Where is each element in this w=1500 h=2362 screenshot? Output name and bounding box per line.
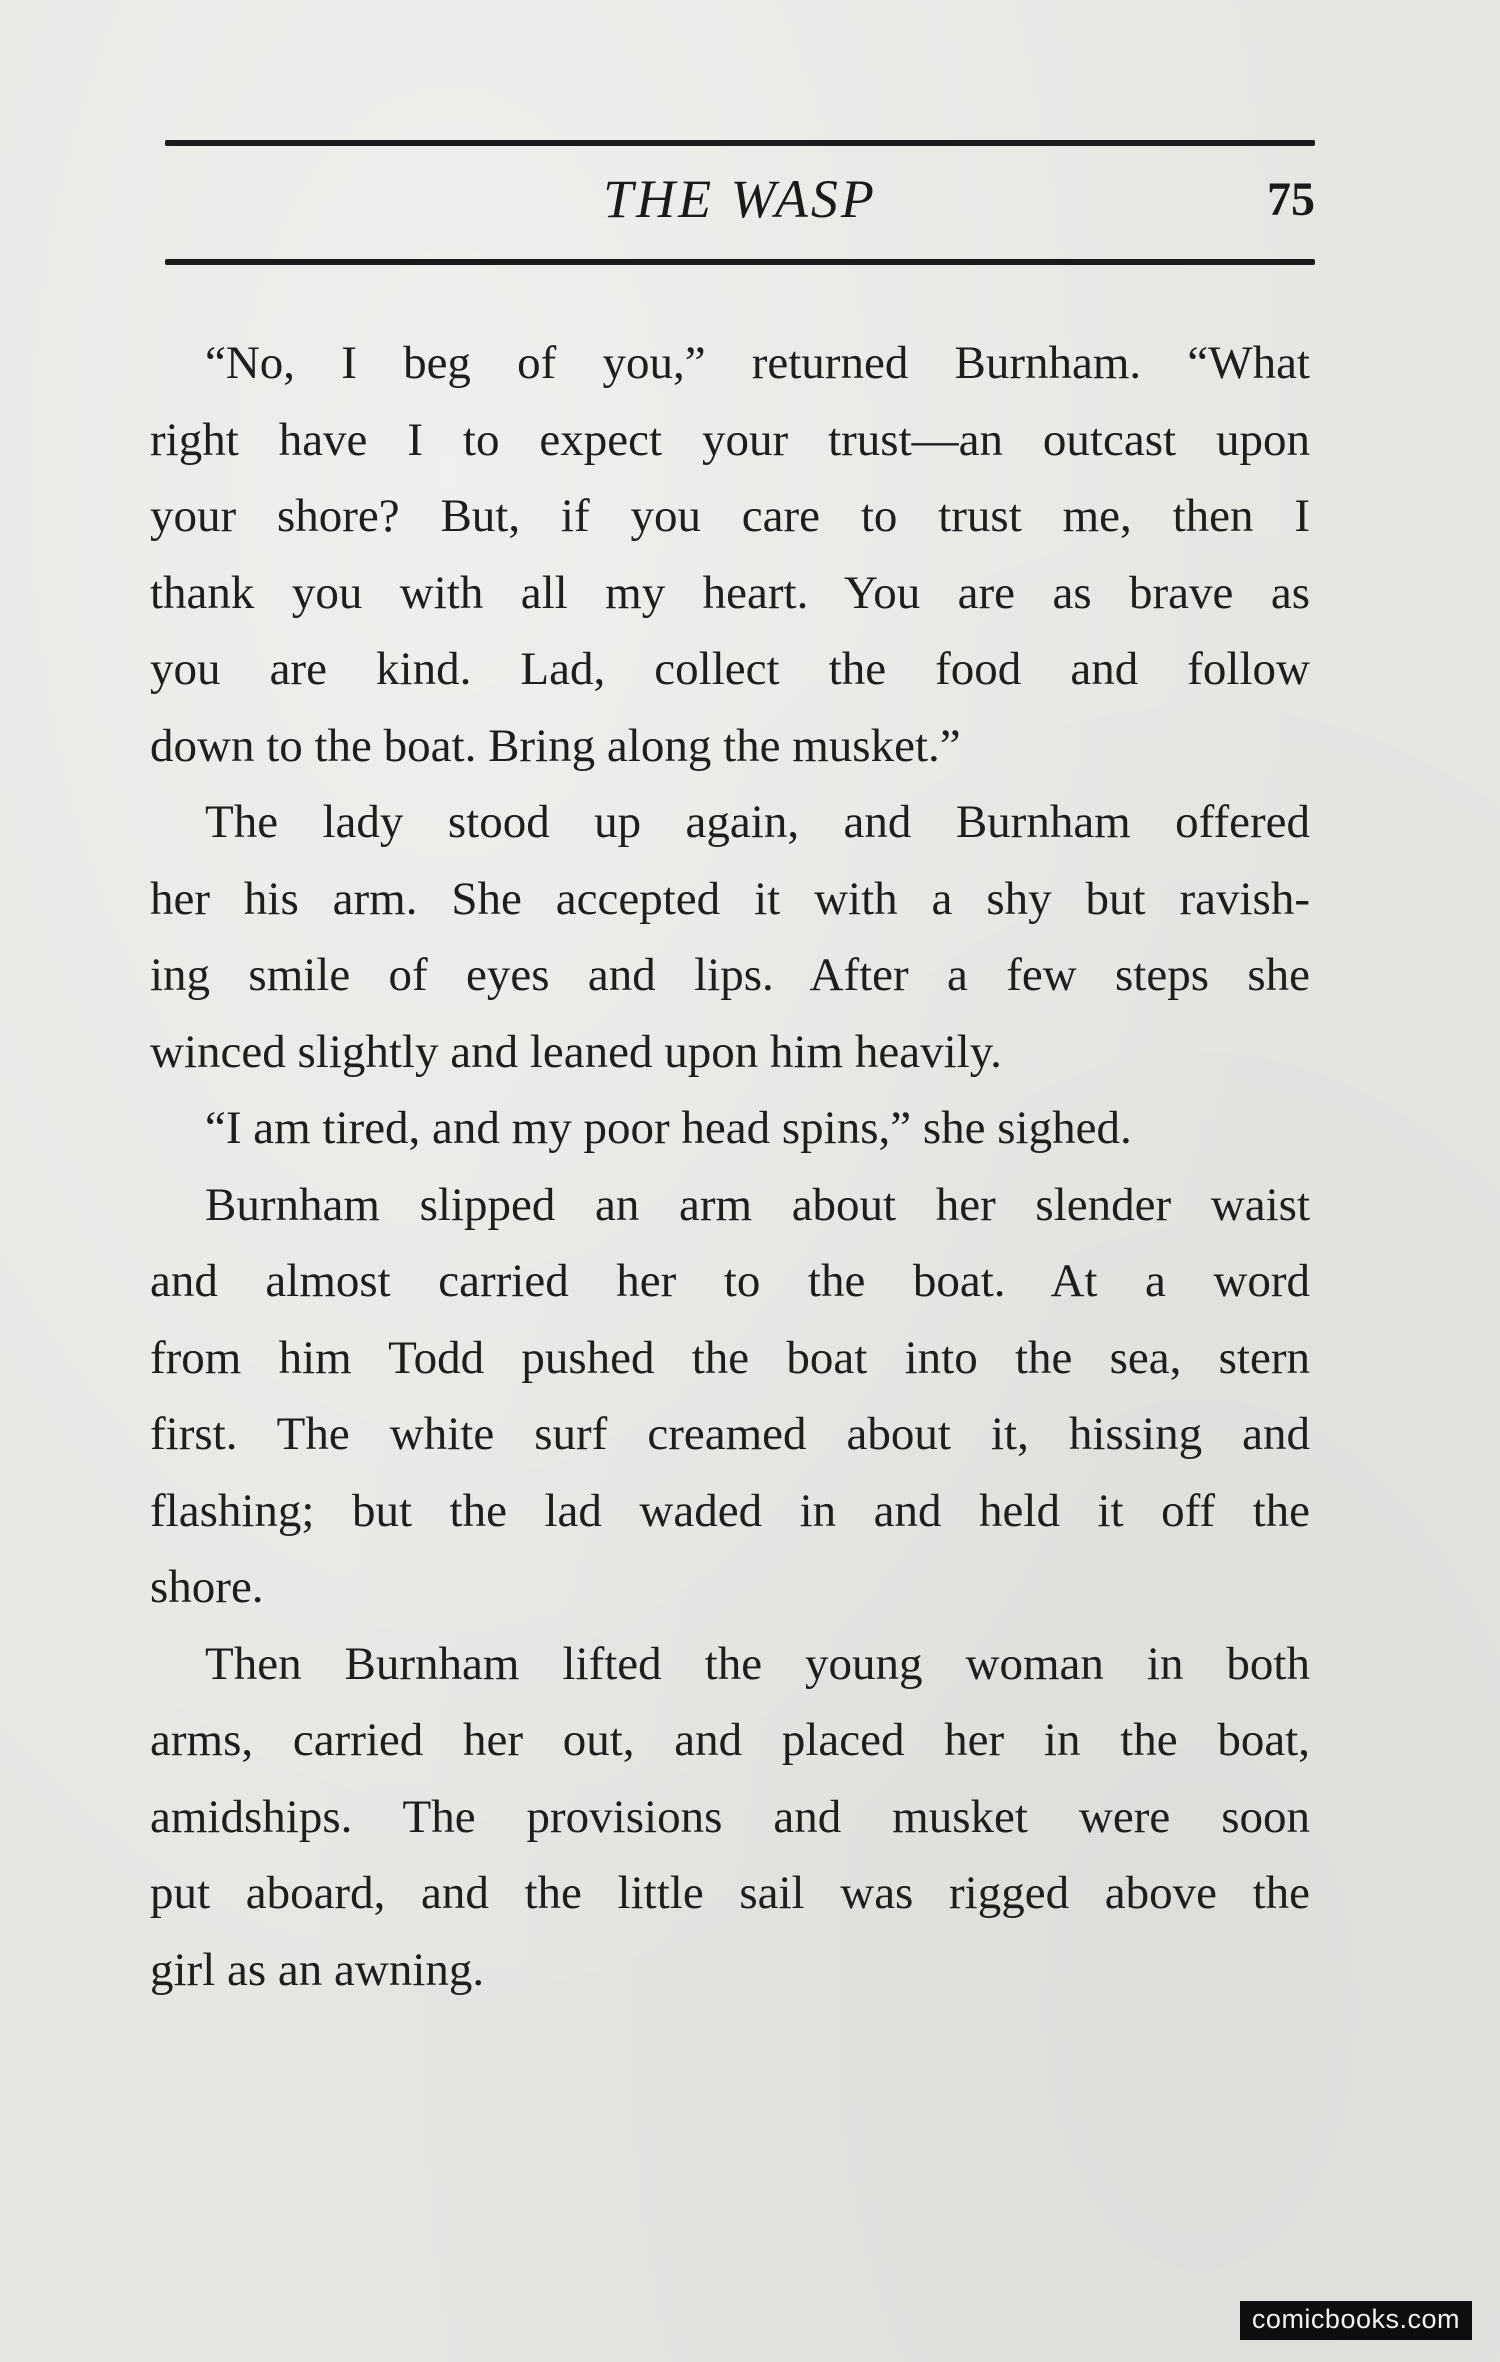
text-line: down to the boat. Bring along the musket.” — [150, 719, 961, 772]
body-text — [150, 325, 1310, 2008]
text-line: her his arm. She accepted it with a shy but ravish- — [150, 872, 1310, 925]
text-line: arms, carried her out, and placed her in the boat, — [150, 1714, 1310, 1766]
text-line: put aboard, and the little sail was rigged above the — [150, 1867, 1310, 1919]
text-line: from him Todd pushed the boat into the sea, stern — [150, 1331, 1310, 1384]
text-line: you are kind. Lad, collect the food and follow — [150, 643, 1310, 695]
text-line: winced slightly and leaned upon him heavily. — [150, 1025, 1002, 1078]
page-number: 75 — [1267, 173, 1315, 226]
text-line: and almost carried her to the boat. At a word — [150, 1255, 1310, 1307]
text-line: The lady stood up again, and Burnham offered — [205, 796, 1310, 848]
text-line: Then Burnham lifted the young woman in both — [205, 1637, 1310, 1690]
text-line: your shore? But, if you care to trust me, then I — [150, 490, 1310, 542]
header-rule-bottom — [165, 259, 1315, 265]
text-line: “No, I beg of you,” returned Burnham. “What — [205, 337, 1310, 389]
text-line: thank you with all my heart. You are as brave as — [150, 566, 1310, 619]
running-title: THE WASP — [603, 169, 877, 229]
text-line: flashing; but the lad waded in and held it off the — [150, 1484, 1310, 1537]
running-head — [165, 168, 1315, 238]
text-line: right have I to expect your trust—an outcast upon — [150, 413, 1310, 466]
header-rule-top — [165, 140, 1315, 146]
text-line: shore. — [150, 1561, 264, 1613]
text-line: ing smile of eyes and lips. After a few steps she — [150, 949, 1310, 1001]
text-line: amidships. The provisions and musket were soon — [150, 1790, 1310, 1843]
text-line: Burnham slipped an arm about her slender waist — [205, 1178, 1310, 1231]
text-line: girl as an awning. — [150, 1943, 485, 1996]
text-line: “I am tired, and my poor head spins,” she sighed. — [205, 1102, 1132, 1154]
watermark: comicbooks.com — [1240, 2301, 1472, 2340]
text-line: first. The white surf creamed about it, hissing and — [150, 1408, 1310, 1460]
